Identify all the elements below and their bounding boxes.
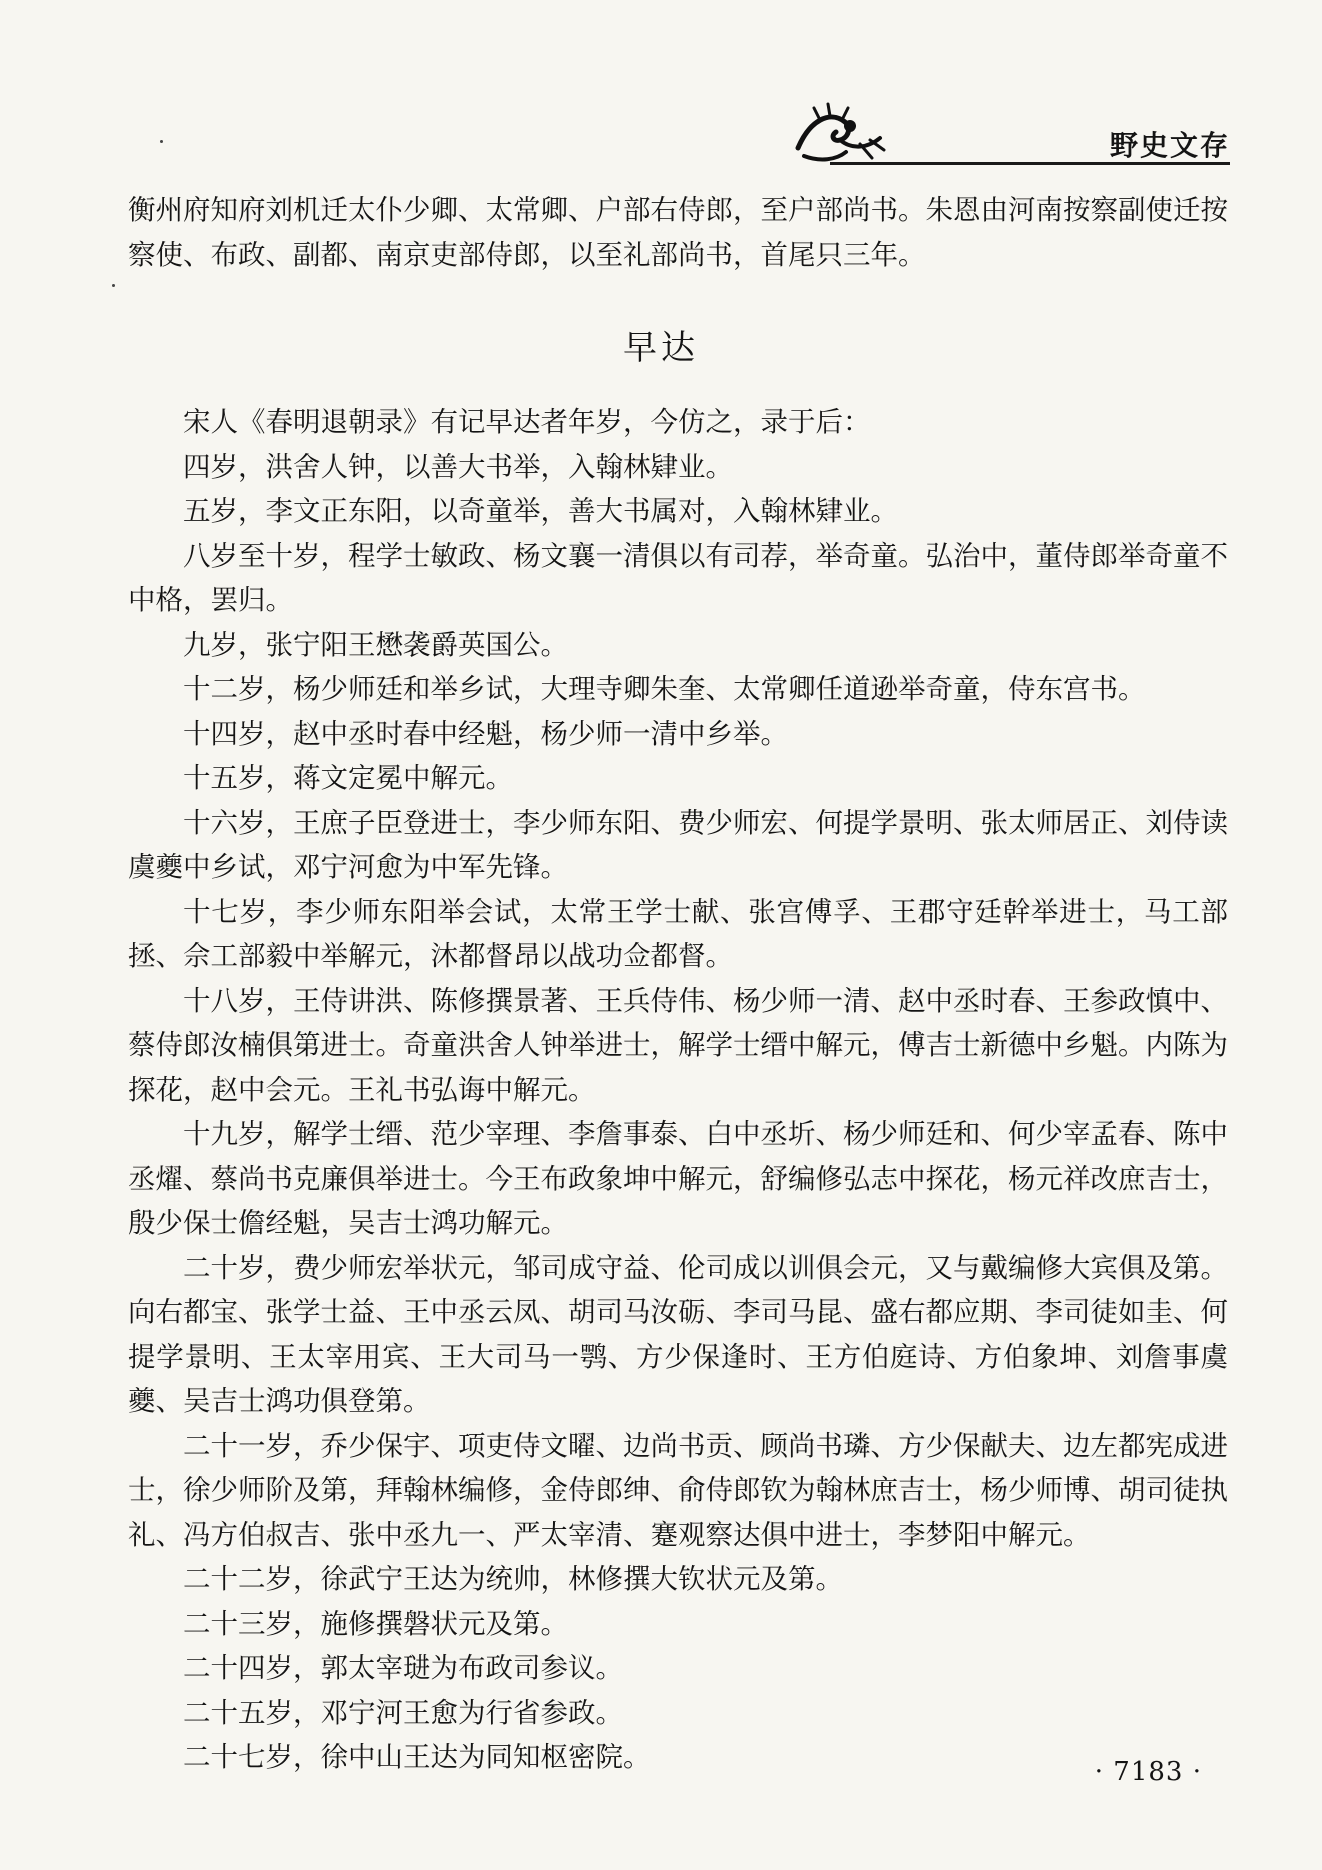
paragraph: 二十五岁，邓宁河王愈为行省参政。	[183, 1696, 623, 1729]
intro-block	[128, 188, 1228, 277]
paragraph: 八岁至十岁，程学士敏政、杨文襄一清俱以有司荐，举奇童。弘治中，董侍郎举奇童不中格，罢归。	[128, 539, 1228, 616]
paragraph: 十七岁，李少师东阳举会试，太常王学士献、张宫傅孚、王郡守廷幹举进士，马工部拯、佘工部毅中举解元，沐都督昂以战功佥都督。	[128, 895, 1228, 972]
paragraph: 二十七岁，徐中山王达为同知枢密院。	[183, 1741, 651, 1773]
dragon-icon	[790, 100, 890, 170]
paragraph: 十四岁，赵中丞时春中经魁，杨少师一清中乡举。	[183, 717, 788, 750]
paragraph: 宋人《春明退朝录》有记早达者年岁，今仿之，录于后：	[183, 406, 871, 438]
page-number: · 7183 ·	[1094, 1757, 1202, 1787]
paragraph: 二十一岁，乔少保宇、项吏侍文曜、边尚书贡、顾尚书璘、方少保献夫、边左都宪成进士，徐少师阶及第，拜翰林编修，金侍郎绅、俞侍郎钦为翰林庶吉士，杨少师博、胡司徒执礼、冯方伯叔吉、张中丞九一、严太宰清、蹇观察达俱中进士，李梦阳中解元。	[128, 1429, 1228, 1551]
paragraph: 十八岁，王侍讲洪、陈修撰景著、王兵侍伟、杨少师一清、赵中丞时春、王参政慎中、蔡侍郎汝楠俱第进士。奇童洪舍人钟举进士，解学士缙中解元，傅吉士新德中乡魁。内陈为探花，赵中会元。王礼书弘诲中解元。	[128, 984, 1228, 1106]
intro-paragraph: 衡州府知府刘机迁太仆少卿、太常卿、户部右侍郎，至户部尚书。朱恩由河南按察副使迁按察使、布政、副都、南京吏部侍郎，以至礼部尚书，首尾只三年。	[128, 194, 1228, 271]
paragraph: 十九岁，解学士缙、范少宰理、李詹事泰、白中丞圻、杨少师廷和、何少宰孟春、陈中丞燿、蔡尚书克廉俱举进士。今王布政象坤中解元，舒编修弘志中探花，杨元祥改庶吉士，殷少保士儋经魁，吴吉士鸿功解元。	[128, 1118, 1228, 1239]
paragraph: 十二岁，杨少师廷和举乡试，大理寺卿朱奎、太常卿任道逊举奇童，侍东宫书。	[183, 673, 1146, 705]
paragraph: 二十三岁，施修撰磐状元及第。	[183, 1607, 568, 1640]
paragraph: 五岁，李文正东阳，以奇童举，善大书属对，入翰林肄业。	[183, 495, 898, 527]
body-text	[128, 400, 1228, 1780]
section-heading: 早达	[623, 328, 699, 368]
page-header	[790, 100, 1230, 170]
scan-speck	[160, 140, 163, 143]
scan-speck	[112, 284, 115, 287]
paragraph: 二十四岁，郭太宰琎为布政司参议。	[183, 1652, 623, 1684]
paragraph: 二十二岁，徐武宁王达为统帅，林修撰大钦状元及第。	[183, 1563, 843, 1595]
series-title: 野史文存	[1109, 129, 1230, 162]
paragraph: 十五岁，蒋文定冕中解元。	[183, 762, 513, 794]
paragraph: 十六岁，王庶子臣登进士，李少师东阳、费少师宏、何提学景明、张太师居正、刘侍读虞夔中乡试，邓宁河愈为中军先锋。	[128, 806, 1228, 883]
paragraph: 二十岁，费少师宏举状元，邹司成守益、伦司成以训俱会元，又与戴编修大宾俱及第。向右都宝、张学士益、王中丞云凤、胡司马汝砺、李司马昆、盛右都应期、李司徒如圭、何提学景明、王太宰用宾、王大司马一鹗、方少保逢时、王方伯庭诗、方伯象坤、刘詹事虞夔、吴吉士鸿功俱登第。	[128, 1251, 1228, 1417]
paragraph: 四岁，洪舍人钟，以善大书举，入翰林肄业。	[183, 450, 733, 483]
paragraph: 九岁，张宁阳王懋袭爵英国公。	[183, 628, 568, 661]
